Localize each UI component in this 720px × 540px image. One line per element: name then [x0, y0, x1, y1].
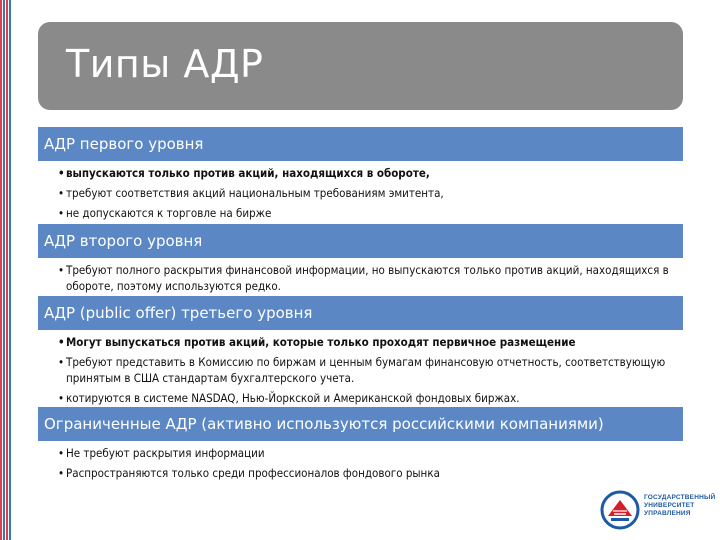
university-name — [644, 494, 714, 518]
title-panel — [38, 22, 683, 110]
university-logo — [600, 488, 715, 534]
list-item: • не допускаются к торговле на бирже — [58, 203, 683, 223]
list-item: • Требуют полного раскрытия финансовой информации, но выпускаются только против акций, находящихся в обороте, поэтому используются редко. — [58, 262, 683, 294]
list-item: • Могут выпускаться против акций, которые только проходят первичное размещение — [58, 332, 683, 352]
section-heading-restricted: Ограниченные АДР (активно используются российскими компаниями) — [38, 407, 683, 441]
section-heading-level-2: АДР второго уровня — [38, 224, 683, 258]
list-item: • Не требуют раскрытия информации — [58, 443, 683, 463]
university-emblem-icon — [600, 490, 640, 530]
slide-title: Типы АДР — [66, 42, 264, 86]
logo-line: УНИВЕРСИТЕТ — [644, 502, 695, 509]
section-bullets-restricted — [58, 443, 683, 483]
list-item: • выпускаются только против акций, находящихся в обороте, — [58, 163, 683, 183]
list-item: • Требуют представить в Комиссию по биржам и ценным бумагам финансовую отчетность, соответствующую принятым в США стандартам бухгалтерского учета. — [58, 354, 683, 386]
logo-line: ГОСУДАРСТВЕННЫЙ — [644, 494, 716, 501]
section-bullets-level-2 — [58, 260, 683, 296]
list-item: • котируются в системе NASDAQ, Нью-Йоркской и Американской фондовых биржах. — [58, 388, 683, 408]
section-bullets-level-3 — [58, 332, 683, 408]
list-item: • требуют соответствия акций национальным требованиям эмитента, — [58, 183, 683, 203]
left-decorative-stripe — [0, 0, 12, 540]
section-heading-level-3: АДР (public offer) третьего уровня — [38, 296, 683, 330]
logo-line: УПРАВЛЕНИЯ — [644, 510, 691, 517]
section-bullets-level-1 — [58, 163, 683, 223]
list-item: • Распространяются только среди профессионалов фондового рынка — [58, 463, 683, 483]
section-heading-level-1: АДР первого уровня — [38, 127, 683, 161]
